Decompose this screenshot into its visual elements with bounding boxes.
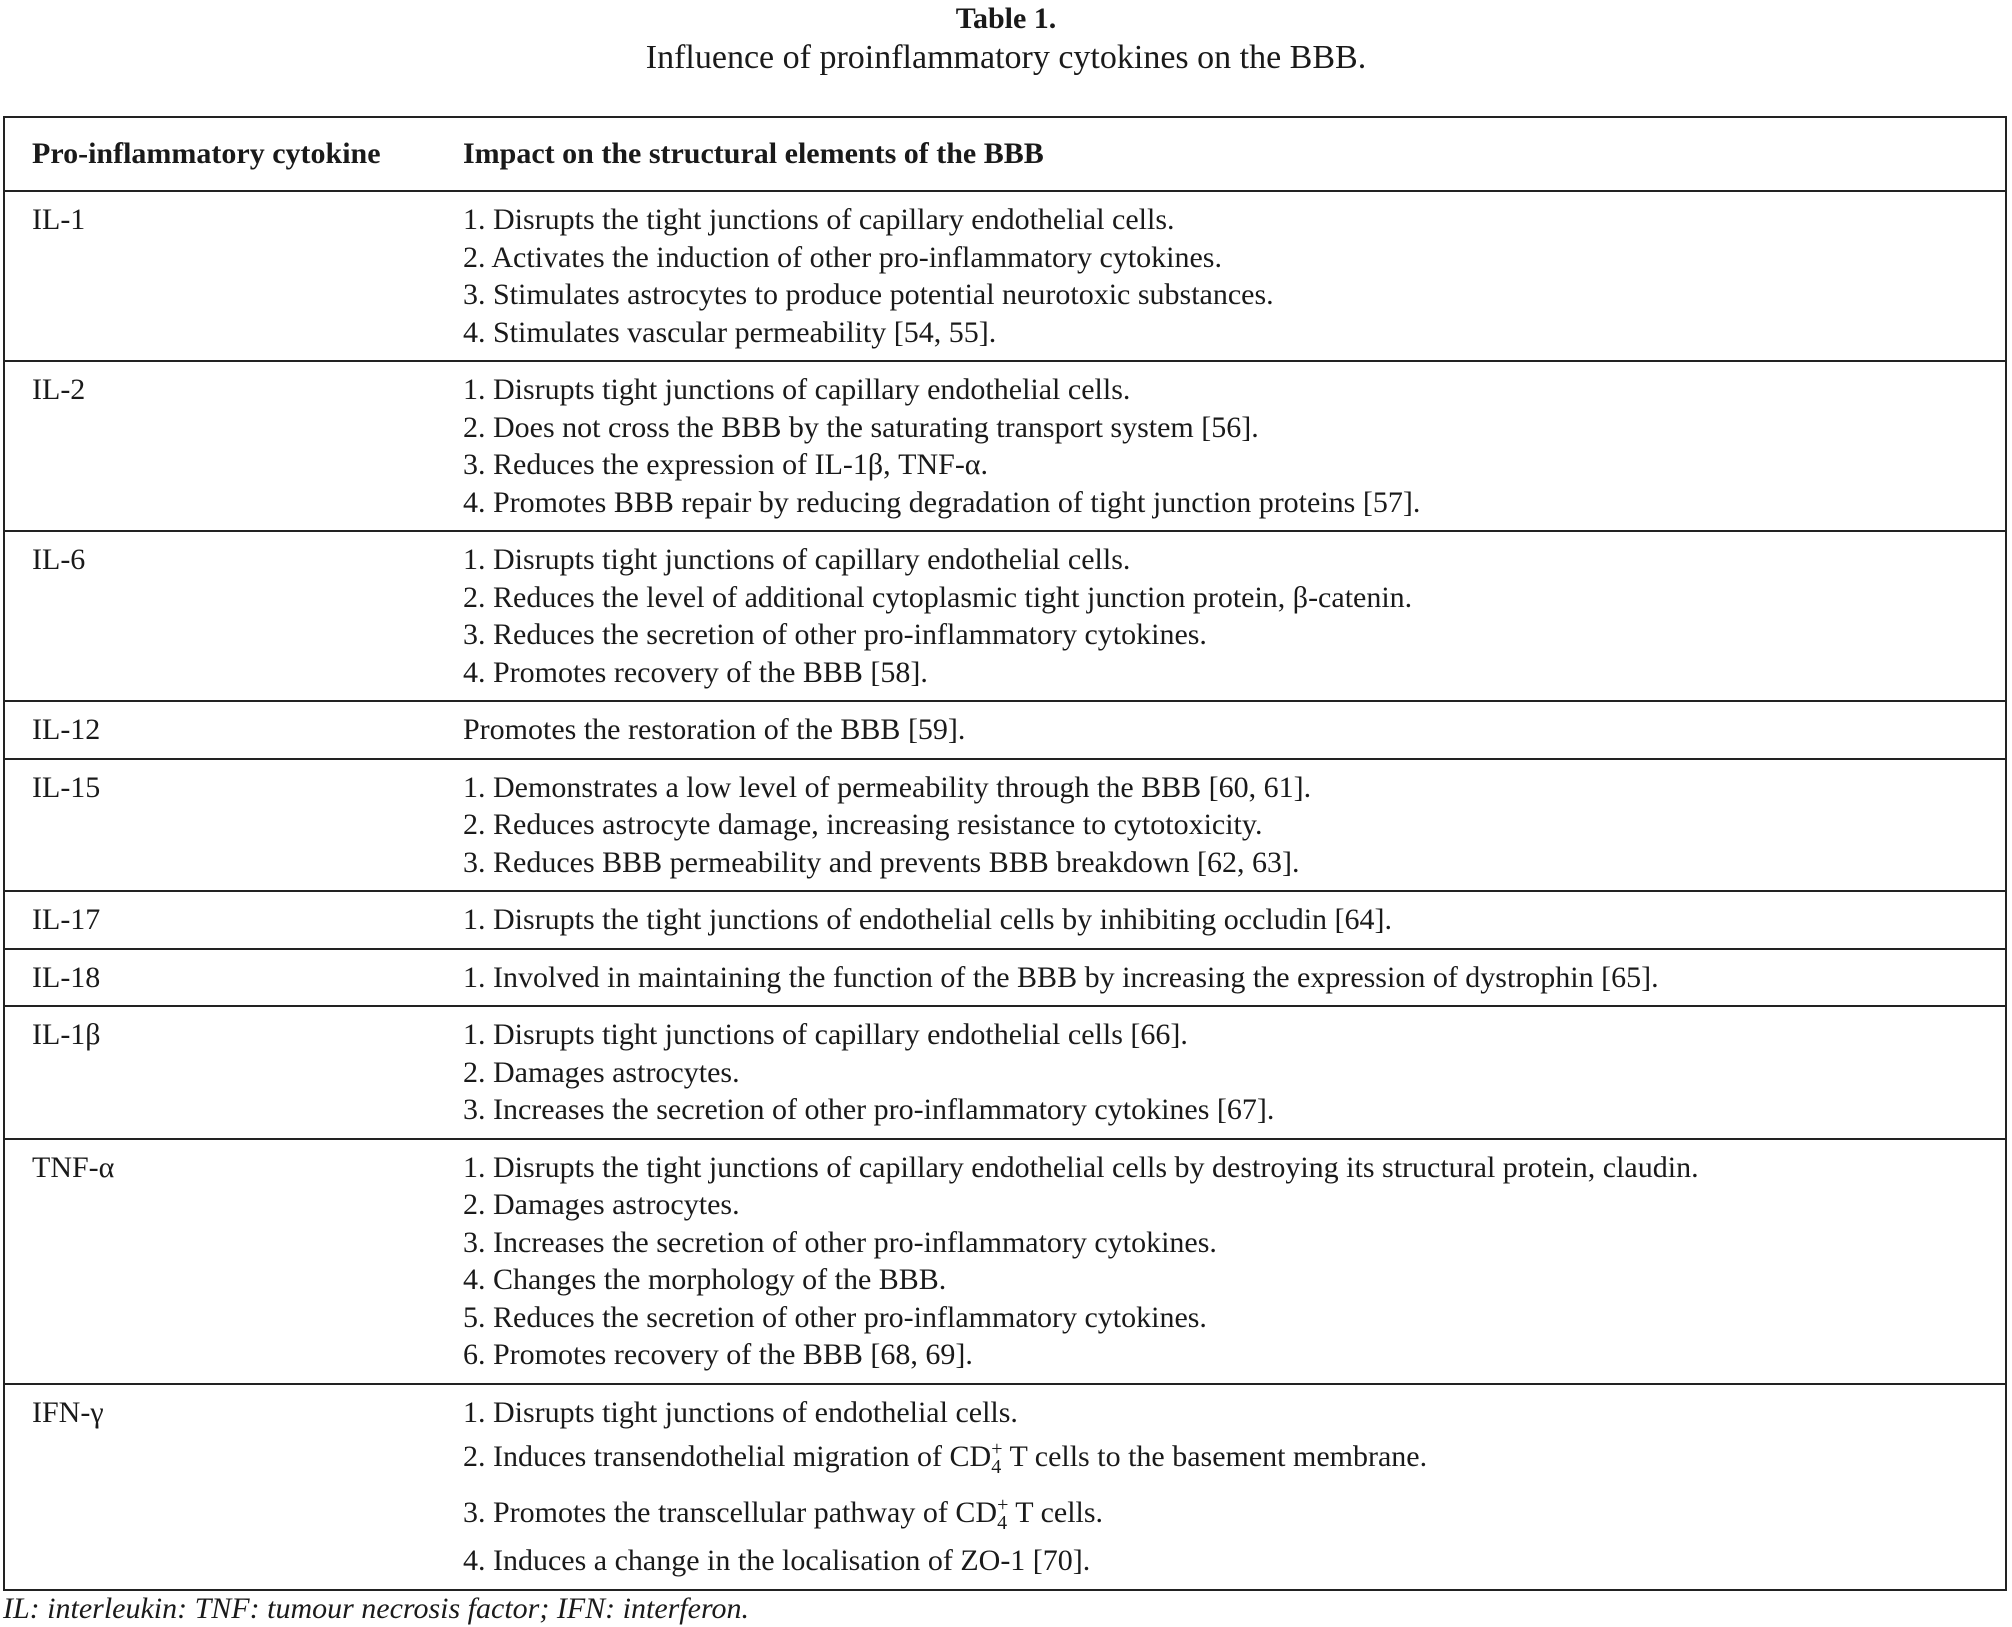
impact-line: 6. Promotes recovery of the BBB [68, 69].: [463, 1338, 973, 1371]
impact-line: 1. Disrupts tight junctions of capillary endothelial cells [66].: [463, 1018, 1188, 1051]
table-row: [5, 361, 2005, 531]
impact-line: 1. Disrupts tight junctions of capillary endothelial cells.: [463, 373, 1131, 406]
table-row: [5, 701, 2005, 759]
impact-cell: [432, 891, 2005, 949]
impact-line: 3. Stimulates astrocytes to produce potential neurotoxic substances.: [463, 278, 1274, 311]
table-row: [5, 949, 2005, 1007]
cytokine-cell: IL-1: [5, 191, 432, 361]
cytokine-cell: IL-1β: [5, 1006, 432, 1139]
cytokine-table-grid: [5, 118, 2005, 1589]
table-row: [5, 1139, 2005, 1384]
impact-line: 2. Induces transendothelial migration of $CD_4^+$ T cells to the basement membrane.: [463, 1438, 1428, 1478]
impact-line: 1. Disrupts the tight junctions of endothelial cells by inhibiting occludin [64].: [463, 903, 1393, 936]
table-row: [5, 1006, 2005, 1139]
impact-line: 2. Damages astrocytes.: [463, 1055, 740, 1089]
table-header-row: [5, 118, 2005, 191]
cytokine-cell: IL-18: [5, 949, 432, 1007]
table-row: [5, 891, 2005, 949]
impact-line: 3. Increases the secretion of other pro-inflammatory cytokines.: [463, 1225, 1217, 1259]
impact-line: Promotes the restoration of the BBB [59].: [463, 713, 966, 746]
impact-line: 2. Activates the induction of other pro-inflammatory cytokines.: [463, 240, 1222, 274]
impact-cell: [432, 759, 2005, 892]
impact-line: 4. Stimulates vascular permeability [54, 55].: [463, 315, 997, 349]
table-row: [5, 531, 2005, 701]
impact-line: 3. Reduces BBB permeability and prevents BBB breakdown [62, 63].: [463, 845, 1300, 879]
impact-line: 3. Reduces the expression of IL-1β, TNF-α.: [463, 448, 989, 481]
impact-cell: [432, 361, 2005, 531]
impact-line: 4. Promotes recovery of the BBB [58].: [463, 655, 928, 689]
impact-cell: [432, 1139, 2005, 1384]
header-impact: Impact on the structural elements of the BBB: [463, 137, 1044, 170]
cytokine-cell: IFN-γ: [5, 1384, 432, 1589]
impact-cell: [432, 531, 2005, 701]
impact-line: 1. Disrupts the tight junctions of capillary endothelial cells.: [463, 203, 1175, 236]
impact-cell: [432, 191, 2005, 361]
cytokine-cell: IL-2: [5, 361, 432, 531]
impact-line: 1. Demonstrates a low level of permeability through the BBB [60, 61].: [463, 770, 1312, 804]
impact-line: 3. Increases the secretion of other pro-inflammatory cytokines [67].: [463, 1093, 1275, 1126]
impact-line: 1. Disrupts tight junctions of capillary endothelial cells.: [463, 543, 1131, 576]
impact-line: 4. Changes the morphology of the BBB.: [463, 1263, 947, 1296]
cytokine-cell: IL-6: [5, 531, 432, 701]
cytokine-cell: IL-12: [5, 701, 432, 759]
impact-line: 1. Involved in maintaining the function of the BBB by increasing the expression of dystrophin [65].: [463, 960, 1659, 994]
impact-line: 1. Disrupts tight junctions of endothelial cells.: [463, 1395, 1018, 1429]
impact-line: 1. Disrupts the tight junctions of capillary endothelial cells by destroying its structural protein, claudin.: [463, 1150, 1699, 1184]
impact-cell: [432, 1384, 2005, 1589]
impact-cell: [432, 1006, 2005, 1139]
cytokine-cell: IL-15: [5, 759, 432, 892]
impact-cell: [432, 701, 2005, 759]
table-footnote: IL: interleukin: TNF: tumour necrosis factor; IFN: interferon.: [3, 1592, 750, 1625]
impact-line: 2. Does not cross the BBB by the saturating transport system [56].: [463, 410, 1259, 444]
cytokine-cell: TNF-α: [5, 1139, 432, 1384]
impact-line: 2. Reduces the level of additional cytoplasmic tight junction protein, β-catenin.: [463, 580, 1413, 614]
cytokine-cell: IL-17: [5, 891, 432, 949]
impact-line: 4. Promotes BBB repair by reducing degradation of tight junction proteins [57].: [463, 485, 1421, 519]
cytokine-table: [3, 116, 2007, 1591]
table-row: [5, 1384, 2005, 1589]
table-body: [5, 191, 2005, 1589]
header-cytokine: Pro-inflammatory cytokine: [32, 137, 381, 170]
impact-line: 3. Reduces the secretion of other pro-inflammatory cytokines.: [463, 618, 1207, 651]
table-row: [5, 759, 2005, 892]
table-number: Table 1.: [955, 2, 1057, 35]
impact-line: 2. Reduces astrocyte damage, increasing resistance to cytotoxicity.: [463, 808, 1263, 841]
impact-line: 2. Damages astrocytes.: [463, 1188, 740, 1221]
table-row: [5, 191, 2005, 361]
impact-line: 5. Reduces the secretion of other pro-inflammatory cytokines.: [463, 1300, 1207, 1334]
impact-cell: [432, 949, 2005, 1007]
table-title: Influence of proinflammatory cytokines on the BBB.: [645, 39, 1367, 76]
impact-line: 4. Induces a change in the localisation of ZO-1 [70].: [463, 1544, 1091, 1577]
impact-line: 3. Promotes the transcellular pathway of $CD_4^+$ T cells.: [463, 1493, 1104, 1534]
